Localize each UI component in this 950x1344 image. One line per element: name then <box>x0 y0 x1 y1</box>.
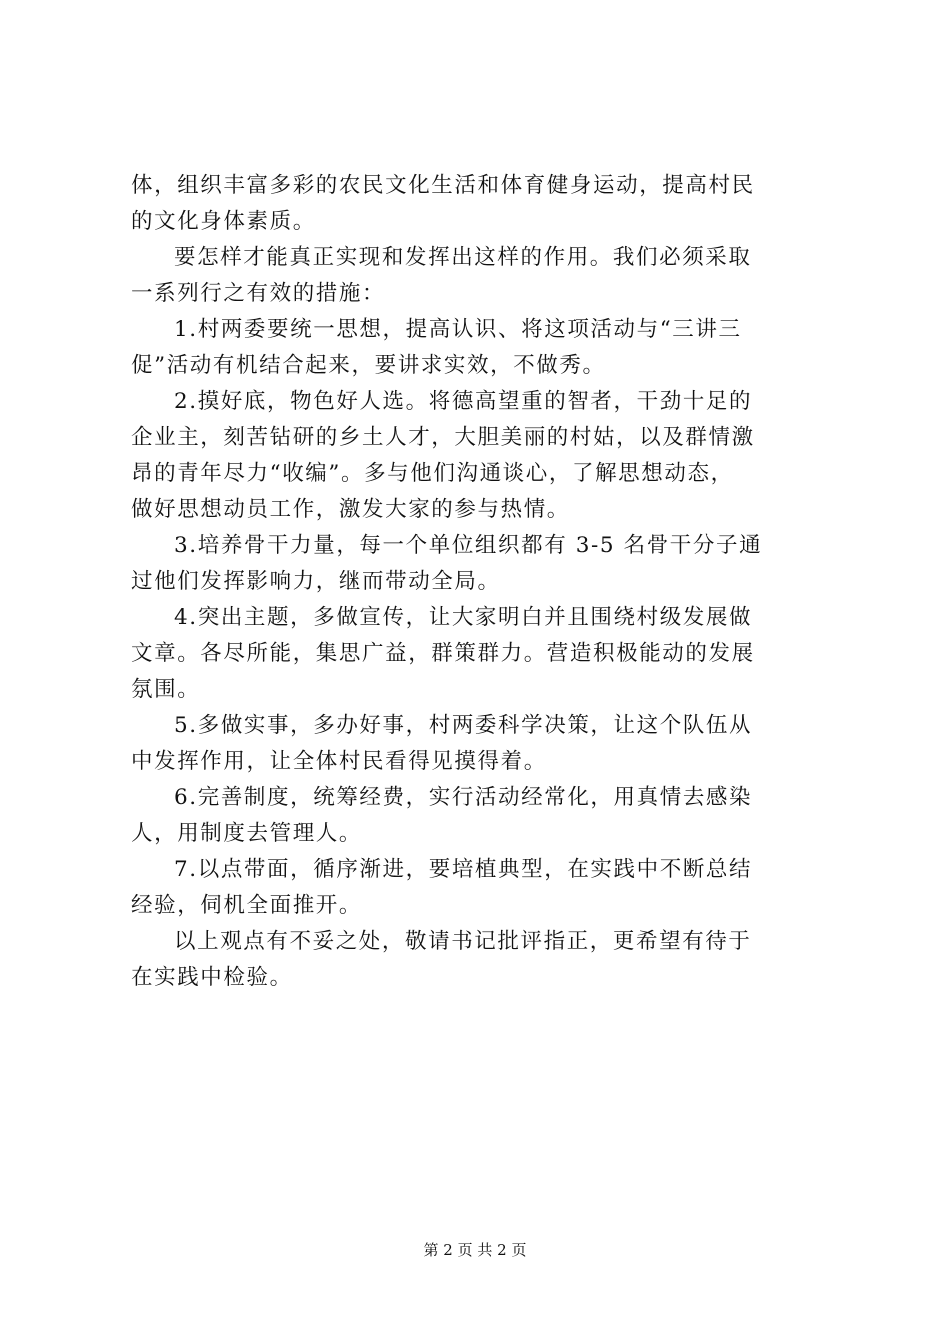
text-line: 3.培养骨干力量，每一个单位组织都有 3-5 名骨干分子通 <box>174 533 763 558</box>
text-line: 氛围。 <box>131 677 201 702</box>
text-line: 在实践中检验。 <box>131 965 293 990</box>
text-line: 文章。各尽所能，集思广益，群策群力。营造积极能动的发展 <box>131 641 755 666</box>
text-line: 4.突出主题，多做宣传，让大家明白并且围绕村级发展做 <box>174 605 753 630</box>
text-line: 一系列行之有效的措施： <box>131 281 386 306</box>
text-line: 人，用制度去管理人。 <box>131 821 363 846</box>
text-line: 企业主，刻苦钻研的乡土人才，大胆美丽的村姑，以及群情激 <box>131 425 755 450</box>
text-line: 的文化身体素质。 <box>131 209 316 234</box>
text-line: 1.村两委要统一思想，提高认识、将这项活动与“三讲三 <box>174 317 742 342</box>
text-line: 过他们发挥影响力，继而带动全局。 <box>131 569 501 594</box>
text-line: 要怎样才能真正实现和发挥出这样的作用。我们必须采取 <box>174 245 752 270</box>
text-line: 以上观点有不妥之处，敬请书记批评指正，更希望有待于 <box>174 929 752 954</box>
text-line: 经验，伺机全面推开。 <box>131 893 363 918</box>
document-body <box>131 168 831 996</box>
text-line: 5.多做实事，多办好事，村两委科学决策，让这个队伍从 <box>174 713 753 738</box>
text-line: 2.摸好底，物色好人选。将德高望重的智者，干劲十足的 <box>174 389 753 414</box>
text-line: 体，组织丰富多彩的农民文化生活和体育健身运动，提高村民 <box>131 173 755 198</box>
text-line: 中发挥作用，让全体村民看得见摸得着。 <box>131 749 547 774</box>
text-line: 促”活动有机结合起来，要讲求实效，不做秀。 <box>131 353 606 378</box>
page-footer: 第 2 页 共 2 页 <box>423 1241 527 1259</box>
text-line: 7.以点带面，循序渐进，要培植典型，在实践中不断总结 <box>174 857 753 882</box>
text-line: 6.完善制度，统筹经费，实行活动经常化，用真情去感染 <box>174 785 753 810</box>
text-line: 做好思想动员工作，激发大家的参与热情。 <box>131 497 570 522</box>
text-line: 昂的青年尽力“收编”。多与他们沟通谈心，了解思想动态， <box>131 461 734 486</box>
